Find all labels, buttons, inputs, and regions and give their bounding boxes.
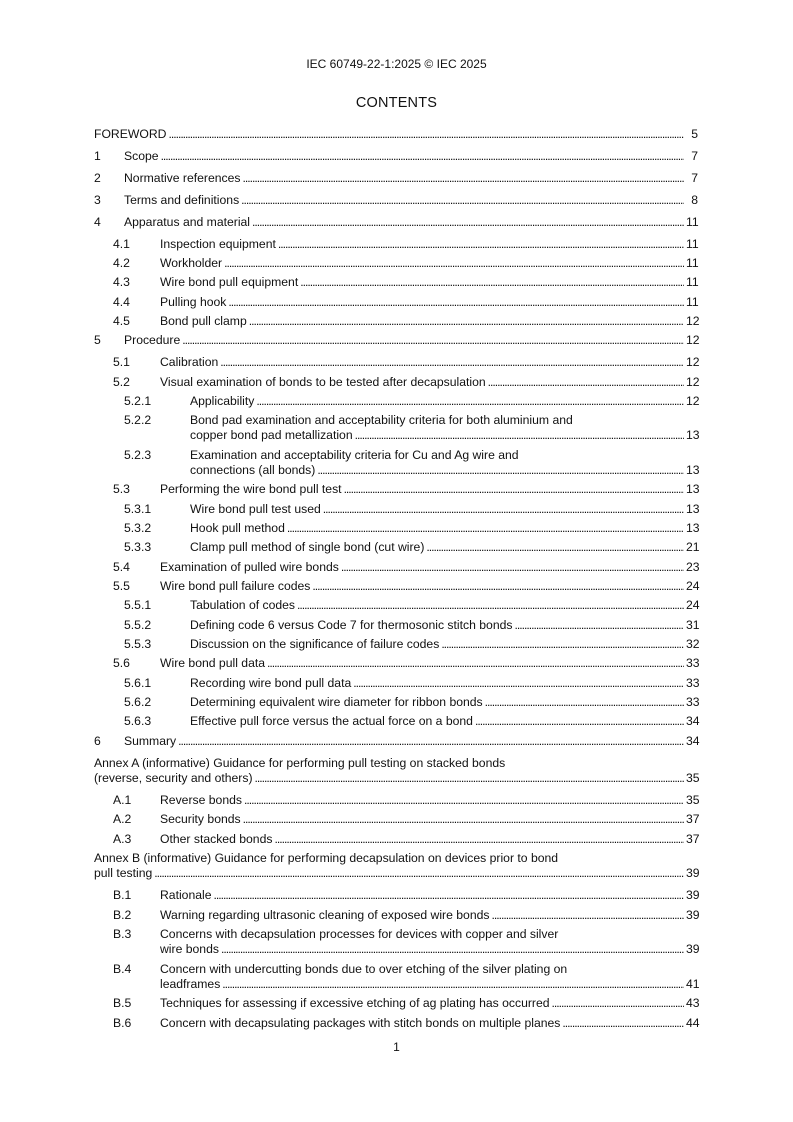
toc-entry[interactable]: 5.2.2 Bond pad examination and acceptability criteria for both aluminium and copper bond pad metallization . . . 13 <box>0 413 793 443</box>
toc-entry[interactable]: B.3 Concerns with decapsulation processes for devices with copper and silver wire bonds . . . 39 <box>0 927 793 957</box>
page-header: IEC 60749-22-1:2025 © IEC 2025 <box>306 57 487 71</box>
page-number: 1 <box>393 1040 400 1054</box>
page-title: CONTENTS <box>355 95 438 111</box>
toc-entry[interactable]: 5.2.3 Examination and acceptability criteria for Cu and Ag wire and connections (all bonds) . . . 13 <box>0 448 793 478</box>
toc-entry[interactable]: Annex B (informative) Guidance for performing decapsulation on devices prior to bond pull testing . . . 39 <box>0 851 793 881</box>
toc-entry[interactable]: B.4 Concern with undercutting bonds due to over etching of the silver plating on leadframes . . . 41 <box>0 962 793 992</box>
table-of-contents: FOREWORD . . . 5 1 Scope . . . 7 2 Normative references . . . 7 3 Terms and definitions . . . 8 4 Apparatus and material . . . 11 4.1 Inspection equipment . . . 11 4.2 Workholder . . . 11 4.3 Wire bond pull equipment . . . 11 4.4 Pulling hook . . . 11 4.5 Bond pull clamp . . . 12 5 Procedure . . . 12 5.1 Calibration . . . 12 5.2 Visual examination of bonds to be tested after decapsulation . . . 12 5.2.1 Applicability . . . 12 5.2.2 Bond pad examination and acceptability criteria for both aluminium and copper bond pad metallization . . . 13 5.2.3 Examination and acceptability criteria for Cu and Ag wire and connections (all bonds) . . . 13 5.3 Performing the wire bond pull test . . . 13 5.3.1 Wire bond pull test used . . . 13 5.3.2 Hook pull method . . . 13 5.3.3 Clamp pull method of single bond (cut wire) . . . 21 5.4 Examination of pulled wire bonds . . . 23 5.5 Wire bond pull failure codes . . . 24 5.5.1 Tabulation of codes . . . 24 5.5.2 Defining code 6 versus Code 7 for thermosonic stitch bonds . . . 31 5.5.3 Discussion on the significance of failure codes . . . 32 5.6 Wire bond pull data . . . 33 5.6.1 Recording wire bond pull data . . . 33 5.6.2 Determining equivalent wire diameter for ribbon bonds . . . 33 5.6.3 Effective pull force versus the actual force on a bond . . . 34 6 Summary . . . 34 Annex A (informative) Guidance for performing pull testing on stacked bonds (reverse, security and others) . . . 35 A.1 Reverse bonds . . . 35 A.2 Security bonds . . . 37 A.3 Other stacked bonds . . . 37 Annex B (informative) Guidance for performing decapsulation on devices prior to bond pull testing . . . 39 B.1 Rationale . . . 39 B.2 Warning regarding ultrasonic cleaning of exposed wire bonds . . . 39 B.3 Concerns with decapsulation processes for devices with copper and silver wire bonds . . . 39 B.4 Concern with undercutting bonds due to over etching of the silver plating on leadframes . . . 41 B.5 Techniques for assessing if excessive etching of ag plating has occurred . . . 43 B.6 Concern with decapsulating packages with stitch bonds on multiple planes . . . 44 <box>0 0 793 1122</box>
toc-entry[interactable]: Annex A (informative) Guidance for performing pull testing on stacked bonds (reverse, security and others) . . . 35 <box>0 756 793 786</box>
